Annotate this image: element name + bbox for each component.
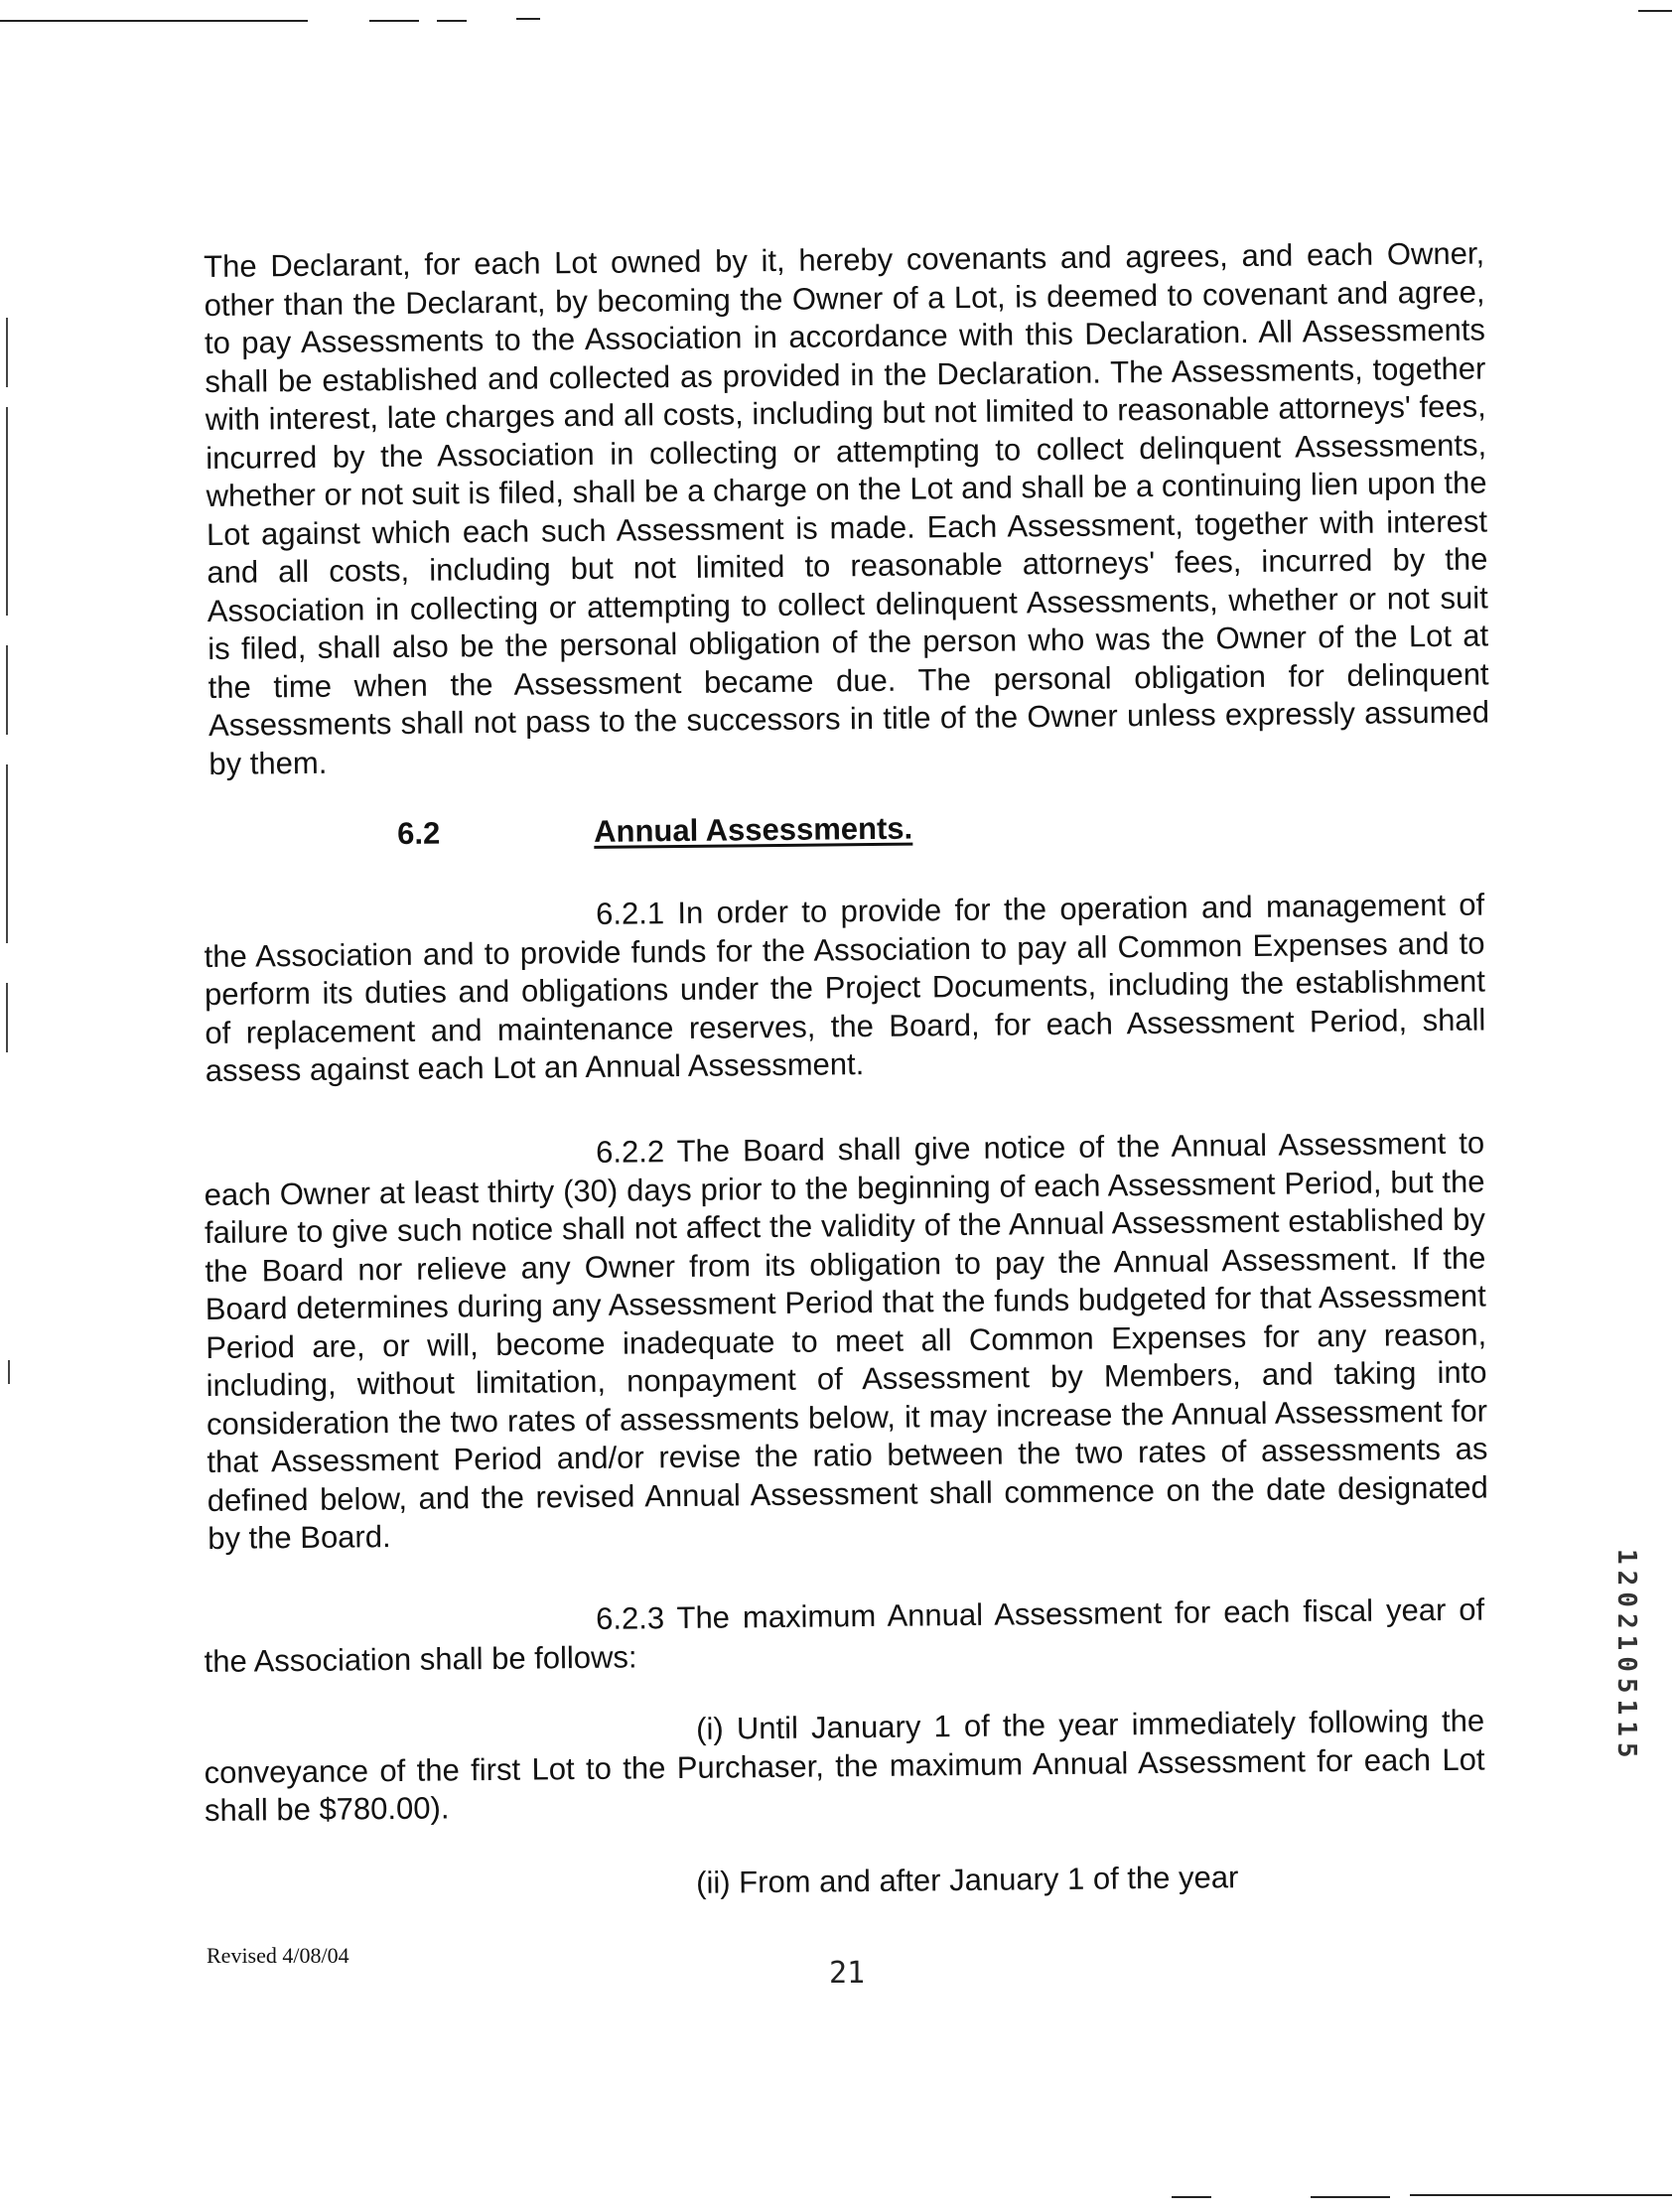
item-ii: (ii) From and after January 1 of the year (695, 1860, 1239, 1900)
scan-artifact-bottom-3 (1410, 2194, 1672, 2196)
intro-paragraph: The Declarant, for each Lot owned by it, hereby covenants and agrees, and each Owner, other than the Declarant, by becoming the Owner of a Lot, is deemed to covenant and agree, to pay Assessments to the Association in accordance with this Declaration. All Assessments shall be established and collected as provided in the Declaration. The Assessments, together with interest, late charges and all costs, including but not limited to reasonable attorneys' fees, incurred by the Association in collecting or attempting to collect delinquent Assessments, whether or not suit is filed, shall be a charge on the Lot and shall be a continuing lien upon the Lot against which each such Assessment is made. Each Assessment, together with interest and all costs, including but not limited to reasonable attorneys' fees, incurred by the Association in collecting or attempting to collect delinquent Assessments, whether or not suit is filed, shall also be the personal obligation of the person who was the Owner of the Lot at the time when the Assessment became due. The personal obligation for delinquent Assessments shall not pass to the successors in title of the Owner unless expressly assumed by them. (204, 235, 1490, 781)
paragraph-6-2-1: 6.2.1 In order to provide for the operation and management of the Association and to provide funds for the Association to pay all Common Expenses and to perform its duties and obligations under the Project Documents, including the establishment of replacement and maintenance reserves, the Board, for each Assessment Period, shall assess against each Lot an Annual Assessment. (204, 887, 1486, 1088)
scan-artifact-left-5 (6, 983, 8, 1052)
paragraph-6-2-2: 6.2.2 The Board shall give notice of the Annual Assessment to each Owner at least thirty (30) days prior to the beginning of each Assessment Period, but the failure to give such notice shall not affect the validity of the Annual Assessment established by the Board nor relieve any Owner from its obligation to pay the Annual Assessment. If the Board determines during any Assessment Period that the funds budgeted for that Assessment Period are, or will, become inadequate to meet all Common Expenses for any reason, including, without limitation, nonpayment of Assessment by Members, and taking into consideration the two rates of assessments below, it may increase the Annual Assessment for that Assessment Period and/or revise the ratio between the two rates of assessments as defined below, and the revised Annual Assessment shall commence on the date designated by the Board. (204, 1125, 1488, 1556)
scan-artifact-left-3 (6, 645, 8, 735)
scan-artifact-top-mid-2 (437, 20, 467, 22)
para-6-2-1-block (204, 886, 1486, 1090)
para-6-2-3-block (204, 1590, 1485, 1681)
scan-artifact-left-1 (6, 318, 8, 387)
scan-artifact-top-mid-1 (369, 20, 419, 22)
recording-stamp: 1202105115 (1611, 1549, 1641, 1764)
scan-artifact-left-6 (8, 1360, 10, 1384)
section-title: Annual Assessments. (593, 810, 913, 849)
item-i: (i) Until January 1 of the year immediately following the conveyance of the first Lot to the Purchaser, the maximum Annual Assessment for each Lot shall be $780.00). (204, 1703, 1485, 1828)
scan-artifact-bottom-1 (1172, 2196, 1211, 2198)
scan-artifact-left-2 (6, 407, 8, 616)
item-ii-block (204, 1856, 1484, 1907)
para-6-2-2-block (204, 1124, 1488, 1558)
scan-artifact-top-left (0, 20, 308, 22)
section-number: 6.2 (397, 815, 441, 851)
scan-artifact-left-4 (6, 764, 8, 943)
intro-paragraph-block (204, 234, 1490, 782)
scan-artifact-top-mid-3 (516, 18, 540, 20)
page-number: 21 (829, 1956, 866, 1991)
scan-artifact-bottom-2 (1311, 2196, 1390, 2198)
section-heading (397, 811, 912, 852)
paragraph-6-2-3: 6.2.3 The maximum Annual Assessment for each fiscal year of the Association shall be follows: (204, 1591, 1485, 1679)
scan-artifact-top-right (1638, 10, 1672, 12)
item-i-block (204, 1702, 1485, 1830)
footer-revised-date: Revised 4/08/04 (207, 1943, 349, 1968)
